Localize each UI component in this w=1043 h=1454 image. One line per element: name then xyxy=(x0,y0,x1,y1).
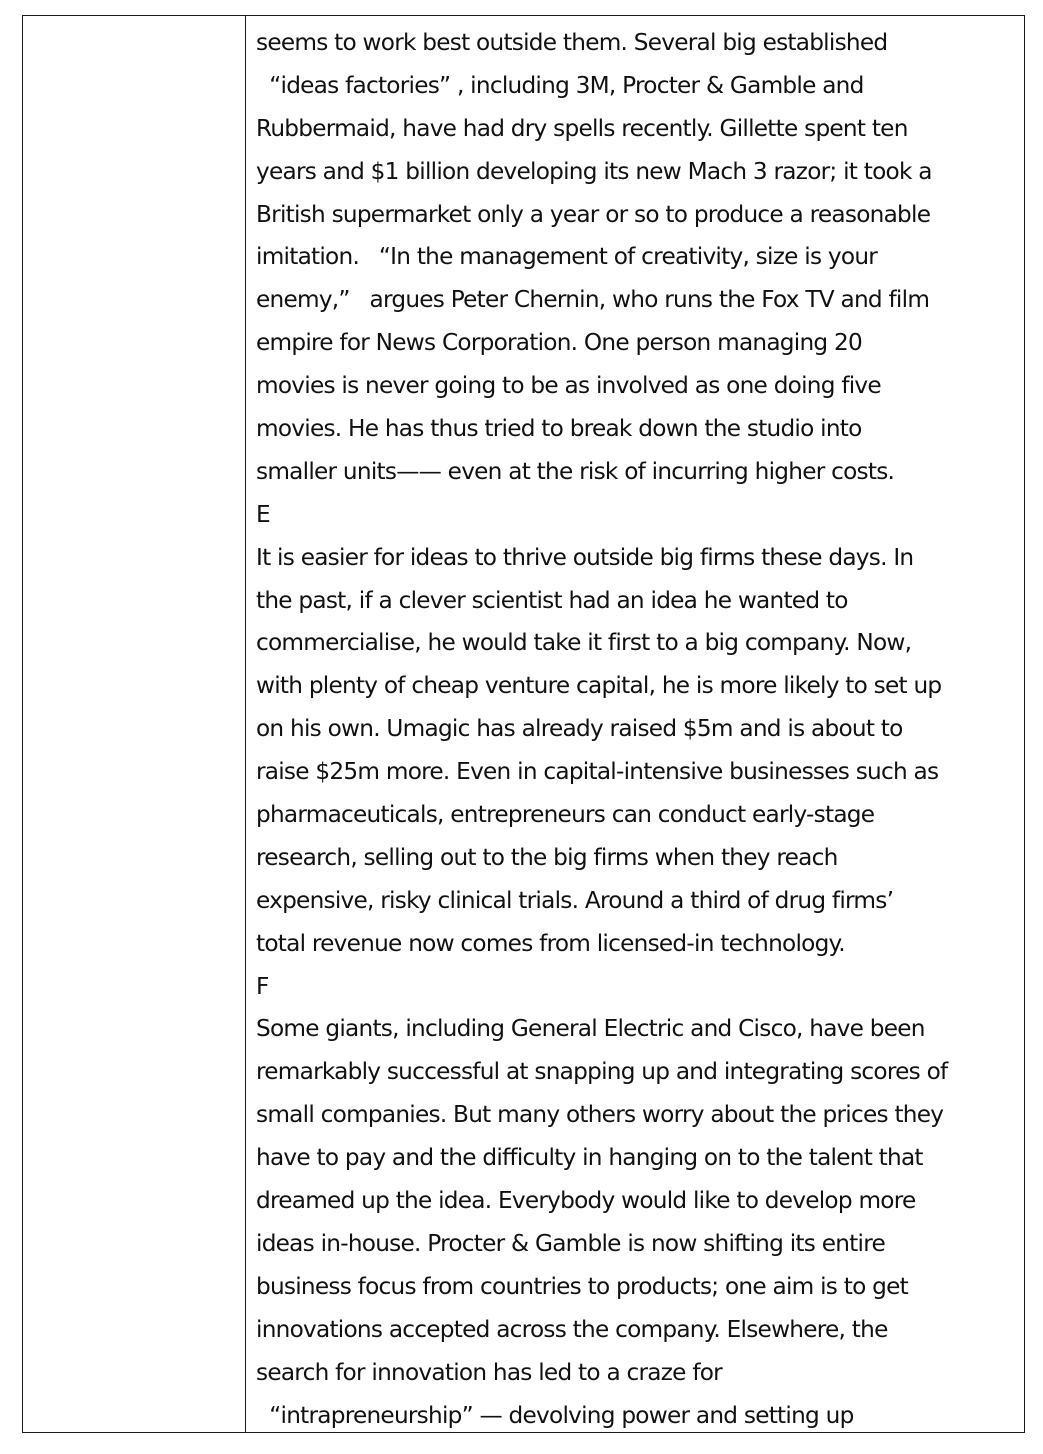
text-line: “ideas factories” , including 3M, Procter & Gamble and xyxy=(256,71,864,99)
text-line: raise $25m more. Even in capital-intensive businesses such as xyxy=(256,758,939,786)
text-line: It is easier for ideas to thrive outside big firms these days. In xyxy=(256,543,914,571)
text-line: dreamed up the idea. Everybody would like to develop more xyxy=(256,1187,916,1215)
text-line: expensive, risky clinical trials. Around a third of drug firms’ xyxy=(256,886,894,914)
text-line: total revenue now comes from licensed-in technology. xyxy=(256,929,845,957)
document-table xyxy=(22,15,1025,1433)
text-line: British supermarket only a year or so to produce a reasonable xyxy=(256,200,931,228)
text-line: years and $1 billion developing its new Mach 3 razor; it took a xyxy=(256,157,932,185)
text-line: imitation. “In the management of creativity, size is your xyxy=(256,243,878,271)
text-line: business focus from countries to products; one aim is to get xyxy=(256,1272,908,1300)
text-line: enemy,” argues Peter Chernin, who runs the Fox TV and film xyxy=(256,286,930,314)
text-line: on his own. Umagic has already raised $5m and is about to xyxy=(256,715,903,743)
text-cell xyxy=(246,16,1024,1432)
text-line: smaller units—— even at the risk of incurring higher costs. xyxy=(256,457,895,485)
left-empty-cell xyxy=(23,16,246,1432)
section-label-e: E xyxy=(256,500,270,528)
text-line: the past, if a clever scientist had an idea he wanted to xyxy=(256,586,848,614)
text-line: empire for News Corporation. One person managing 20 xyxy=(256,329,863,357)
text-line: Some giants, including General Electric and Cisco, have been xyxy=(256,1015,925,1043)
text-line: Rubbermaid, have had dry spells recently. Gillette spent ten xyxy=(256,114,908,142)
text-line: movies is never going to be as involved as one doing five xyxy=(256,372,881,400)
text-line: small companies. But many others worry about the prices they xyxy=(256,1101,944,1129)
text-line: seems to work best outside them. Several big established xyxy=(256,29,888,56)
text-line: commercialise, he would take it first to a big company. Now, xyxy=(256,629,912,657)
text-line: pharmaceuticals, entrepreneurs can conduct early-stage xyxy=(256,801,875,829)
text-line: research, selling out to the big firms when they reach xyxy=(256,843,838,871)
text-line: movies. He has thus tried to break down the studio into xyxy=(256,415,862,443)
text-line: innovations accepted across the company. Elsewhere, the xyxy=(256,1315,888,1343)
text-line: have to pay and the difficulty in hanging on to the talent that xyxy=(256,1144,923,1172)
section-label-f: F xyxy=(256,972,269,1000)
text-line: search for innovation has led to a craze for xyxy=(256,1358,722,1386)
text-line: “intrapreneurship” — devolving power and setting up xyxy=(256,1401,854,1429)
text-line: remarkably successful at snapping up and integrating scores of xyxy=(256,1058,948,1086)
text-line: with plenty of cheap venture capital, he is more likely to set up xyxy=(256,672,942,700)
text-line: ideas in-house. Procter & Gamble is now shifting its entire xyxy=(256,1229,885,1257)
